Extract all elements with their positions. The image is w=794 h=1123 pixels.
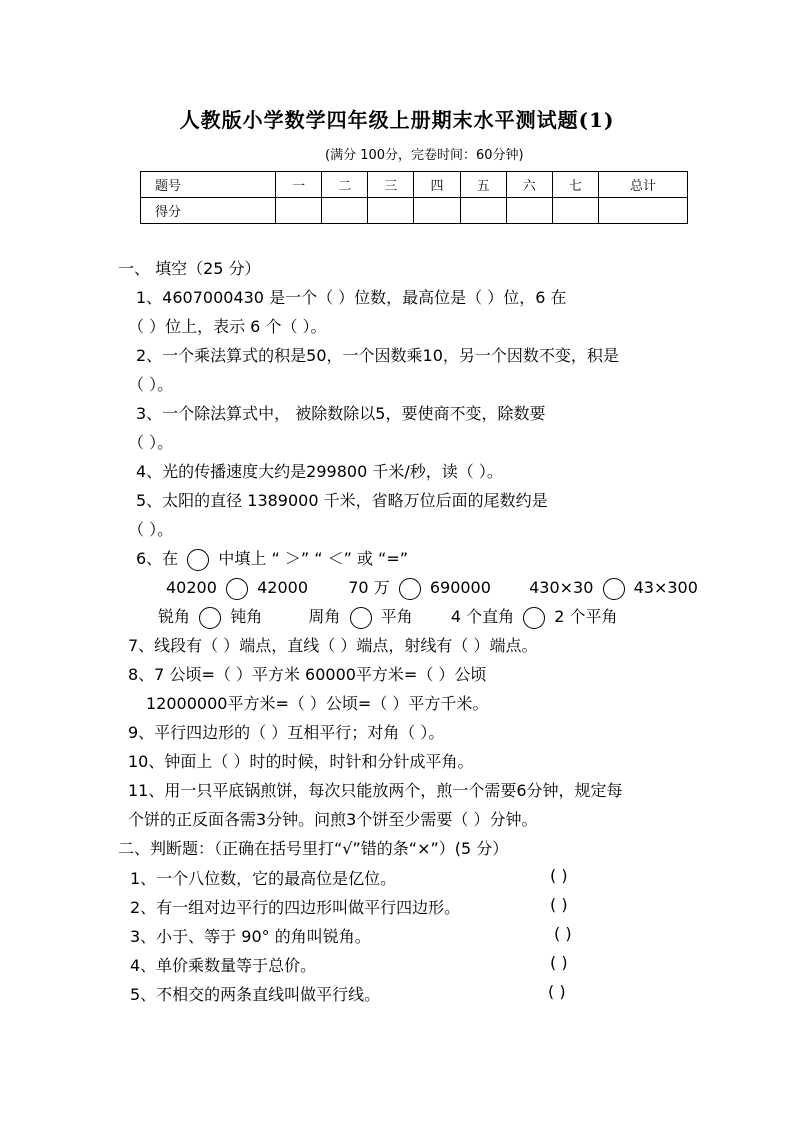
compare-circle-icon [187,549,209,571]
compare-value: 690000 [429,578,491,597]
question-line: 2、一个乘法算式的积是50，一个因数乘10，另一个因数不变，积是 [136,346,619,365]
question-line: （ ）位上，表示 6 个（ ）。 [128,317,327,336]
question-line: 7、线段有（ ）端点，直线（ ）端点，射线有（ ）端点。 [128,636,538,655]
table-cell: 五 [460,172,506,198]
compare-value: 4 个直角 [450,607,515,626]
table-cell: 题号 [141,172,276,198]
compare-value: 锐角 [158,607,191,626]
question-line: 9、平行四边形的（ ）互相平行；对角（ ）。 [128,723,445,742]
compare-value: 70 万 [348,578,390,597]
question-line: （ ）。 [128,520,174,539]
judge-item: 1、一个八位数，它的最高位是亿位。 [130,869,397,888]
question-line: 8、7 公顷=（ ）平方米 60000平方米=（ ）公顷 [128,665,487,684]
compare-circle[interactable] [199,607,221,629]
compare-value: 40200 [166,578,217,597]
judge-item: 5、不相交的两条直线叫做平行线。 [130,985,381,1004]
compare-value: 钝角 [230,607,263,626]
compare-value: 430×30 [529,578,594,597]
question-line: （ ）。 [128,375,174,394]
table-cell: 三 [368,172,414,198]
table-cell: 二 [322,172,368,198]
page-title: 人教版小学数学四年级上册期末水平测试题(1) [179,108,615,132]
question-6-instruction [136,546,408,571]
q6-row-2 [158,604,618,629]
judge-item: 4、单价乘数量等于总价。 [130,956,317,975]
table-cell: 得分 [141,198,276,224]
table-cell: 七 [552,172,598,198]
table-cell: 四 [414,172,460,198]
section-2-heading: 二、判断题：（正确在括号里打“√”错的条“×”）(5 分） [118,839,509,858]
question-line: 11、用一只平底锅煎饼，每次只能放两个，煎一个需要6分钟，规定每 [128,781,623,800]
judge-item: 3、小于、等于 90° 的角叫锐角。 [130,927,371,946]
page-subtitle: (满分 100分，完卷时间：60分钟) [325,148,524,163]
q6-row-1 [166,575,698,600]
compare-value: 周角 [308,607,341,626]
score-input-cell[interactable] [276,198,322,224]
compare-circle[interactable] [603,578,625,600]
question-line: （ ）。 [128,433,174,452]
judge-item: 2、有一组对边平行的四边形叫做平行四边形。 [130,898,461,917]
score-table [140,171,688,224]
score-table-header-row [141,172,688,198]
compare-value: 平角 [380,607,413,626]
compare-circle[interactable] [226,578,248,600]
judge-answer-paren[interactable]: ( ) [550,953,568,972]
compare-circle[interactable] [399,578,421,600]
question-line: 1、4607000430 是一个（ ）位数，最高位是（ ）位，6 在 [136,288,567,307]
q6-prefix: 6、在 [136,549,179,568]
judge-answer-paren[interactable]: ( ) [550,895,568,914]
judge-answer-paren[interactable]: ( ) [548,982,566,1001]
score-input-cell[interactable] [506,198,552,224]
score-table-score-row [141,198,688,224]
score-input-cell[interactable] [599,198,688,224]
score-input-cell[interactable] [552,198,598,224]
score-input-cell[interactable] [414,198,460,224]
judge-answer-paren[interactable]: ( ) [554,924,572,943]
question-line: 3、一个除法算式中， 被除数除以5，要使商不变，除数要 [136,404,546,423]
score-input-cell[interactable] [322,198,368,224]
question-line: 12000000平方米=（ ）公顷=（ ）平方千米。 [146,694,489,713]
table-cell: 总计 [599,172,688,198]
table-cell: 六 [506,172,552,198]
compare-circle[interactable] [523,607,545,629]
compare-value: 43×300 [633,578,698,597]
question-line: 个饼的正反面各需3分钟。问煎3个饼至少需要（ ）分钟。 [128,810,538,829]
compare-value: 42000 [257,578,308,597]
section-1-heading: 一、 填空（25 分） [118,259,261,278]
judge-answer-paren[interactable]: ( ) [550,866,568,885]
compare-circle[interactable] [350,607,372,629]
score-input-cell[interactable] [460,198,506,224]
compare-value: 2 个平角 [554,607,618,626]
table-cell: 一 [276,172,322,198]
question-line: 4、光的传播速度大约是299800 千米/秒，读（ ）。 [136,462,503,481]
question-line: 10、钟面上（ ）时的时候，时针和分针成平角。 [128,752,474,771]
score-input-cell[interactable] [368,198,414,224]
question-line: 5、太阳的直径 1389000 千米，省略万位后面的尾数约是 [136,491,548,510]
q6-suffix: 中填上 “ ＞” “ ＜” 或 “=” [218,549,409,568]
